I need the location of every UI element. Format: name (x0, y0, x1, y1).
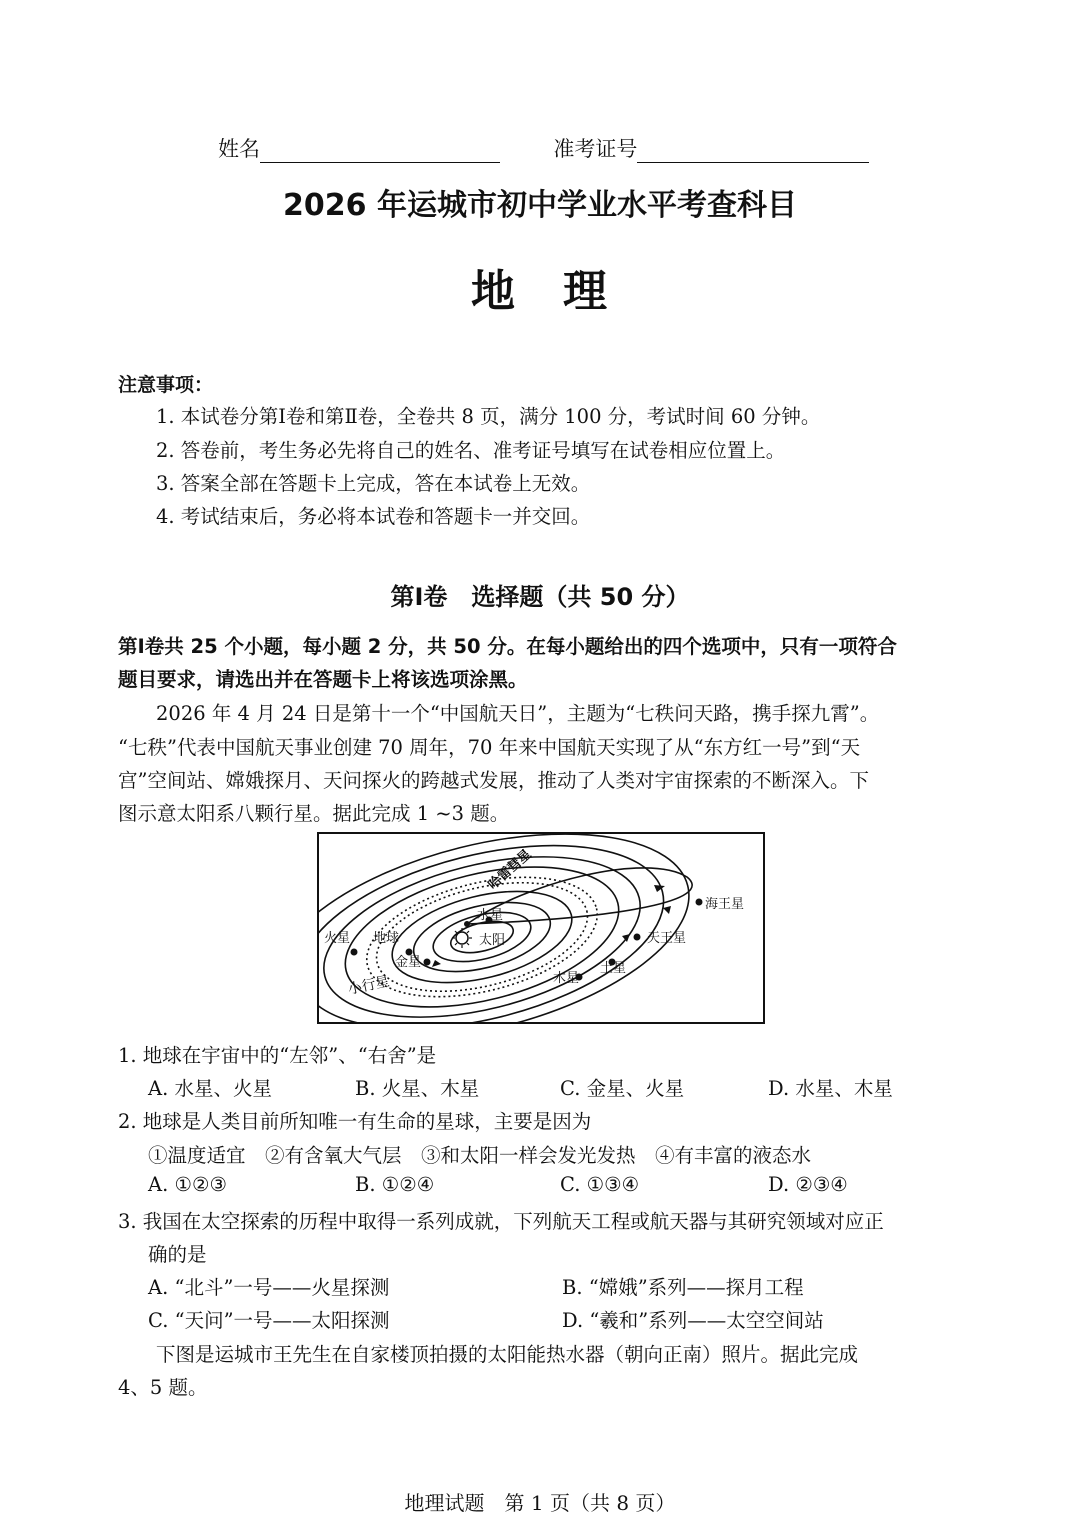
q1-option-a: A. 水星、火星 (148, 1077, 272, 1100)
q1-option-b: B. 火星、木星 (355, 1077, 480, 1100)
label-sun: 太阳 (479, 933, 506, 948)
name-id-row (218, 133, 869, 163)
q2-option-a: A. ①②③ (148, 1173, 227, 1196)
section-intro-line: 第Ⅰ卷共 25 个小题，每小题 2 分，共 50 分。在每小题给出的四个选项中，只有一项符合 (118, 635, 897, 658)
id-label: 准考证号 (553, 137, 638, 161)
passage-line: 图示意太阳系八颗行星。据此完成 1 ~3 题。 (118, 802, 510, 825)
q2-option-d: D. ②③④ (768, 1173, 848, 1196)
page-footer: 地理试题 第 1 页（共 8 页） (404, 1491, 676, 1515)
label-uranus: 天王星 (647, 931, 687, 946)
sun-icon (452, 928, 472, 948)
question-1-stem: 1. 地球在宇宙中的“左邻”、“右舍”是 (118, 1044, 437, 1067)
id-blank[interactable] (637, 136, 869, 163)
q2-conditions: ①温度适宜 ②有含氧大气层 ③和太阳一样会发光发热 ④有丰富的液态水 (148, 1144, 812, 1167)
question-3-stem-cont: 确的是 (148, 1243, 207, 1266)
subject-title: 地 理 (471, 266, 609, 317)
label-mars: 火星 (324, 931, 351, 946)
q1-option-c: C. 金星、火星 (560, 1077, 685, 1100)
label-neptune: 海王星 (705, 897, 745, 912)
solar-system-figure (317, 832, 765, 1024)
label-venus: 金星 (395, 955, 422, 970)
q3-option-c: C. “天问”一号——太阳探测 (148, 1309, 390, 1332)
notice-item: 2. 答卷前，考生务必先将自己的姓名、准考证号填写在试卷相应位置上。 (156, 439, 786, 462)
q2-option-b: B. ①②④ (355, 1173, 435, 1196)
q2-option-c: C. ①③④ (560, 1173, 640, 1196)
q3-option-d: D. “羲和”系列——太空空间站 (562, 1309, 824, 1332)
passage-line: “七秩”代表中国航天事业创建 70 周年，70 年来中国航天实现了从“东方红一号”到“天 (118, 736, 861, 759)
next-passage-line: 4、5 题。 (118, 1376, 208, 1399)
label-saturn: 土星 (600, 961, 627, 976)
name-blank[interactable] (260, 136, 500, 163)
comet-dot (464, 921, 470, 927)
name-label: 姓名 (218, 137, 260, 161)
section-heading: 第Ⅰ卷 选择题（共 50 分） (390, 583, 690, 611)
notice-heading: 注意事项： (118, 374, 214, 396)
notice-item: 3. 答案全部在答题卡上完成，答在本试卷上无效。 (156, 472, 591, 495)
passage-line: 2026 年 4 月 24 日是第十一个“中国航天日”，主题为“七秩问天路，携手探九霄”。 (156, 702, 880, 725)
q1-option-d: D. 水星、木星 (768, 1077, 893, 1100)
label-mercury: 水星 (477, 908, 504, 923)
section-intro-line: 题目要求，请选出并在答题卡上将该选项涂黑。 (118, 668, 528, 691)
neptune-dot (696, 899, 703, 906)
earth-dot (424, 959, 431, 966)
next-passage-line: 下图是运城市王先生在自家楼顶拍摄的太阳能热水器（朝向正南）照片。据此完成 (156, 1343, 859, 1366)
label-comet: 哈雷彗星 (485, 847, 535, 893)
mars-dot (351, 949, 358, 956)
label-asteroids: 小行星 (346, 973, 391, 998)
uranus-dot (634, 934, 641, 941)
question-2-stem: 2. 地球是人类目前所知唯一有生命的星球，主要是因为 (118, 1110, 592, 1133)
notice-item: 1. 本试卷分第Ⅰ卷和第Ⅱ卷，全卷共 8 页，满分 100 分，考试时间 60 分钟。 (156, 405, 821, 428)
q3-option-a: A. “北斗”一号——火星探测 (148, 1276, 390, 1299)
label-jupiter: 木星 (553, 971, 580, 986)
exam-title: 2026 年运城市初中学业水平考查科目 (283, 188, 797, 223)
question-3-stem: 3. 我国在太空探索的历程中取得一系列成就，下列航天工程或航天器与其研究领域对应正 (118, 1210, 884, 1233)
q3-option-b: B. “嫦娥”系列——探月工程 (562, 1276, 804, 1299)
notice-item: 4. 考试结束后，务必将本试卷和答题卡一并交回。 (156, 505, 591, 528)
label-earth: 地球 (373, 931, 400, 946)
passage-line: 宫”空间站、嫦娥探月、天问探火的跨越式发展，推动了人类对宇宙探索的不断深入。下 (118, 769, 869, 792)
